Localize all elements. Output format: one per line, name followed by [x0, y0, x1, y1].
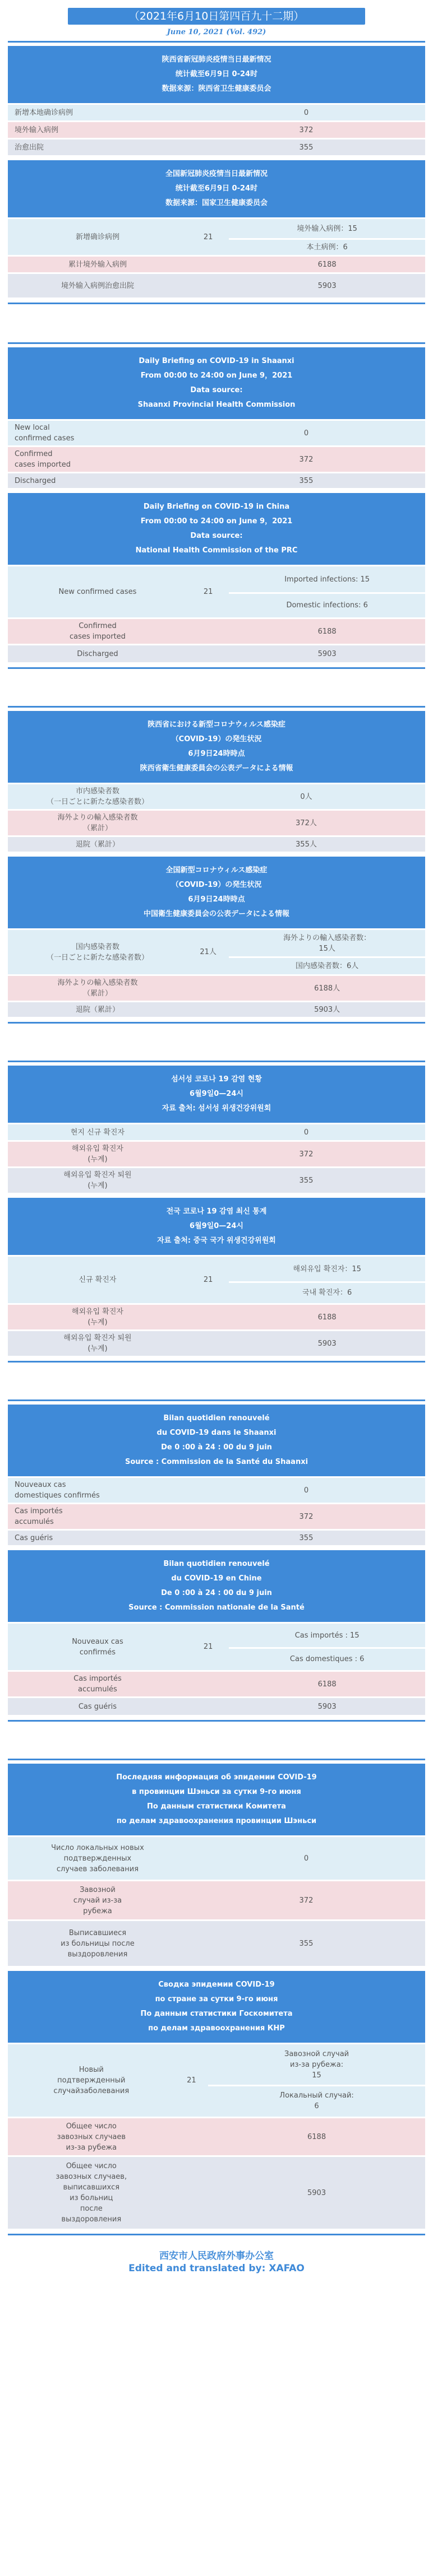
china-header	[8, 493, 425, 565]
issue-badge: （2021年6月10日第四百九十二期）	[68, 8, 365, 25]
table-row	[8, 2118, 425, 2155]
table-row	[8, 1504, 425, 1529]
row-label: 海外よりの輸入感染者数 （累計）	[8, 976, 187, 1001]
row-label: Confirmed cases imported	[8, 447, 187, 472]
table-row-new-cases	[8, 2044, 425, 2117]
row-value: 372	[187, 1881, 425, 1919]
shaanxi-table	[8, 783, 425, 853]
china-section-en	[8, 493, 425, 664]
table-row	[8, 1305, 425, 1329]
china-section-ko	[8, 1198, 425, 1357]
imported-cases: 境外输入病例：15	[297, 224, 357, 233]
row-value: 6188	[229, 257, 425, 272]
table-row	[8, 1672, 425, 1696]
header-line: по делам здравоохранения КНР	[148, 2024, 285, 2033]
row-value: 355	[187, 473, 425, 488]
new-cases-breakdown	[229, 1257, 425, 1303]
footer-office: 西安市人民政府外事办公室	[159, 2250, 274, 2262]
table-row	[8, 811, 425, 835]
table-row-new-cases	[8, 566, 425, 617]
table-row	[8, 784, 425, 809]
row-label: Число локальных новых подтвержденных случаев заболевания	[8, 1837, 187, 1880]
row-value: 6188	[208, 2118, 425, 2155]
header-line: По данным статистики Комитета	[147, 1802, 286, 1811]
row-value: 6188人	[229, 976, 425, 1001]
row-label: 해외유입 확진자 퇴원 (누계)	[8, 1331, 187, 1356]
china-header	[8, 1550, 425, 1622]
footer-credit: Edited and translated by: XAFAO	[128, 2263, 305, 2274]
domestic-cases: 국내 확진자：6	[229, 1281, 425, 1303]
new-cases-label: 国内感染者数 （一日ごとに新たな感染者数）	[8, 930, 187, 974]
table-row	[8, 837, 425, 852]
shaanxi-table	[8, 1476, 425, 1547]
new-cases-total: 21	[187, 1624, 229, 1670]
header-line: From 00:00 to 24:00 on June 9，2021	[140, 371, 293, 380]
report-group-zh	[8, 41, 425, 304]
row-spacer	[187, 645, 229, 662]
header-line: 陕西省新冠肺炎疫情当日最新情况	[162, 55, 271, 64]
table-row-new-cases	[8, 219, 425, 255]
table-row	[8, 1531, 425, 1545]
header-line: 统计截至6月9日 0-24时	[175, 70, 258, 78]
row-label: 境外输入病例治愈出院	[8, 274, 187, 297]
row-label: 현지 신규 확진자	[8, 1124, 187, 1140]
new-cases-label: Новый подтвержденный случайзаболевания	[8, 2044, 175, 2117]
row-label: New local confirmed cases	[8, 421, 187, 445]
row-label: Общее число завозных случаев, выписавшихся из больниц после выздоровления	[8, 2157, 175, 2229]
header-line: 자료 출처: 섬서성 위생건강위원회	[162, 1104, 271, 1113]
shaanxi-table	[8, 1835, 425, 1968]
table-row	[8, 1837, 425, 1880]
shaanxi-table	[8, 103, 425, 157]
row-value: 0人	[187, 784, 425, 809]
row-label: 境外输入病例	[8, 122, 187, 138]
shaanxi-section-zh	[8, 46, 425, 157]
header-line: Bilan quotidien renouvelé	[163, 1560, 270, 1568]
row-label: 治愈出院	[8, 140, 187, 155]
header-line: Последняя информация об эпидемии COVID-19	[116, 1773, 317, 1782]
imported-cases: 해외유입 확진자：15	[293, 1265, 361, 1273]
shaanxi-section-en	[8, 347, 425, 490]
header-line: （COVID-19）の発生状況	[171, 881, 262, 889]
imported-cases: Завозной случай из-за рубежа: 15	[284, 2050, 349, 2080]
table-row	[8, 976, 425, 1001]
header-line: 统计截至6月9日 0-24时	[175, 184, 258, 193]
section-gap	[0, 669, 433, 706]
domestic-cases: 本土病例：6	[229, 238, 425, 255]
row-value: 5903	[208, 2157, 425, 2229]
header-line: по делам здравоохранения провинции Шэньси	[116, 1817, 317, 1825]
header-line: 자료 출처: 중국 국가 위생건강위원회	[157, 1236, 276, 1245]
table-row	[8, 1002, 425, 1017]
row-label: 退院（累計）	[8, 1002, 187, 1017]
header-line: National Health Commission of the PRC	[135, 546, 298, 555]
row-value: 6188	[229, 1305, 425, 1329]
row-spacer	[187, 976, 229, 1001]
row-spacer	[187, 1698, 229, 1715]
row-label: 해외유입 확진자 (누계)	[8, 1305, 187, 1329]
row-value: 372	[187, 447, 425, 472]
china-table	[8, 2043, 425, 2230]
row-label: Cas guéris	[8, 1698, 187, 1715]
table-row	[8, 1331, 425, 1356]
issue-date: June 10, 2021 (Vol. 492)	[167, 28, 266, 36]
imported-cases: Cas importés : 15	[294, 1631, 360, 1640]
header-line: По данным статистики Госкомитета	[140, 2010, 293, 2018]
row-value: 6188	[229, 1672, 425, 1696]
china-header	[8, 857, 425, 928]
row-spacer	[175, 2157, 209, 2229]
row-label: Завозной случай из-за рубежа	[8, 1881, 187, 1919]
header-line: 6月9日24時時点	[188, 750, 245, 758]
row-label: 退院（累計）	[8, 837, 187, 852]
new-cases-total: 21	[187, 219, 229, 255]
shaanxi-section-ru	[8, 1764, 425, 1968]
row-value: 6188	[229, 619, 425, 644]
header-line: Bilan quotidien renouvelé	[163, 1414, 270, 1422]
header-line: Source : Commission de la Santé du Shaanxi	[125, 1458, 308, 1466]
china-section-ja	[8, 857, 425, 1019]
new-cases-label: 신규 확진자	[8, 1257, 187, 1303]
section-gap	[0, 304, 433, 342]
shaanxi-section-ko	[8, 1066, 425, 1194]
row-label: 市内感染者数 （一日ごとに新たな感染者数）	[8, 784, 187, 809]
domestic-cases: Cas domestiques : 6	[229, 1647, 425, 1670]
table-row	[8, 274, 425, 297]
row-value: 372人	[187, 811, 425, 835]
shaanxi-header	[8, 1764, 425, 1835]
table-row	[8, 2157, 425, 2229]
header-line: Сводка эпидемии COVID-19	[158, 1980, 275, 1989]
header-line: 中国衛生健康委員会の公表データによる情報	[143, 910, 289, 918]
china-table	[8, 928, 425, 1019]
new-cases-label: 新增确诊病例	[8, 219, 187, 255]
header-line: 6月9日24時時点	[188, 895, 245, 904]
header-line: 数据来源：陕西省卫生健康委员会	[162, 85, 271, 93]
table-row	[8, 619, 425, 644]
table-row	[8, 1168, 425, 1193]
row-value: 5903	[229, 645, 425, 662]
new-cases-total: 21	[187, 566, 229, 617]
row-value: 5903	[229, 1698, 425, 1715]
china-table	[8, 1255, 425, 1357]
table-row	[8, 122, 425, 138]
header-line: Data source:	[190, 386, 243, 394]
row-value: 0	[187, 421, 425, 445]
row-value: 5903人	[229, 1002, 425, 1017]
row-spacer	[187, 1672, 229, 1696]
shaanxi-section-fr	[8, 1405, 425, 1547]
row-spacer	[187, 619, 229, 644]
row-label: 해외유입 확진자 (누계)	[8, 1142, 187, 1166]
header-line: 전국 코로나 19 감염 최신 통계	[166, 1207, 267, 1216]
shaanxi-header	[8, 46, 425, 103]
table-row	[8, 1881, 425, 1919]
row-spacer	[187, 1305, 229, 1329]
new-cases-breakdown	[208, 2044, 425, 2117]
new-cases-total: 21	[175, 2044, 209, 2117]
row-value: 5903	[229, 1331, 425, 1356]
row-label: 累计境外输入病例	[8, 257, 187, 272]
china-header	[8, 1198, 425, 1255]
header-line: 陝西省衛生健康委員会の公表データによる情報	[140, 764, 293, 773]
report-group-en	[8, 342, 425, 669]
section-gap	[0, 1722, 433, 1759]
row-label: 海外よりの輸入感染者数 （累計）	[8, 811, 187, 835]
header-line: Source : Commission nationale de la Santé	[128, 1603, 305, 1612]
row-value: 0	[187, 1837, 425, 1880]
imported-cases: 海外よりの輸入感染者数： 15人	[283, 933, 371, 953]
row-value: 355人	[187, 837, 425, 852]
new-cases-breakdown	[229, 1624, 425, 1670]
header-line: 섬서성 코로나 19 감염 현황	[171, 1075, 262, 1084]
header-line: 陝西省における新型コロナウィルス感染症	[148, 720, 285, 729]
new-cases-total: 21人	[187, 930, 229, 974]
table-row	[8, 257, 425, 272]
section-gap	[0, 1363, 433, 1399]
china-table	[8, 565, 425, 664]
table-row	[8, 1124, 425, 1140]
row-value: 355	[187, 1921, 425, 1966]
domestic-cases: Domestic infections: 6	[229, 592, 425, 617]
table-row	[8, 105, 425, 120]
new-cases-label: New confirmed cases	[8, 566, 187, 617]
table-row	[8, 645, 425, 662]
header-line: De 0 :00 à 24 : 00 du 9 juin	[161, 1589, 272, 1597]
header-line: 6월9일0—24시	[190, 1222, 243, 1230]
row-spacer	[187, 1002, 229, 1017]
row-value: 0	[187, 105, 425, 120]
table-row	[8, 1478, 425, 1503]
row-label: 해외유입 확진자 퇴원 (누계)	[8, 1168, 187, 1193]
domestic-cases: Локальный случай: 6	[208, 2085, 425, 2116]
header-line: Daily Briefing on COVID-19 in China	[143, 503, 290, 511]
header-line: в провинции Шэньси за сутки 9-го июня	[132, 1788, 301, 1796]
row-label: Nouveaux cas domestiques confirmés	[8, 1478, 187, 1503]
row-value: 355	[187, 1168, 425, 1193]
row-label: Cas guéris	[8, 1531, 187, 1545]
header-line: （COVID-19）の発生状況	[171, 735, 262, 743]
china-header	[8, 1971, 425, 2043]
row-value: 355	[187, 1531, 425, 1545]
new-cases-total: 21	[187, 1257, 229, 1303]
china-table	[8, 217, 425, 299]
header-line: 数据来源：国家卫生健康委员会	[165, 199, 268, 207]
row-value: 372	[187, 1142, 425, 1166]
header-line: Daily Briefing on COVID-19 in Shaanxi	[139, 357, 294, 365]
table-row	[8, 473, 425, 488]
header-line: 全国新型コロナウィルス感染症	[165, 866, 268, 875]
table-row	[8, 447, 425, 472]
row-label: Cas importés accumulés	[8, 1504, 187, 1529]
table-row	[8, 421, 425, 445]
report-group-ru	[8, 1759, 425, 2235]
row-value: 355	[187, 140, 425, 155]
new-cases-breakdown	[229, 930, 425, 974]
report-group-ja	[8, 706, 425, 1024]
table-row	[8, 1921, 425, 1966]
shaanxi-section-ja	[8, 711, 425, 853]
row-label: Discharged	[8, 645, 187, 662]
header-line: 全国新冠肺炎疫情当日最新情况	[165, 170, 268, 178]
row-label: Общее число завозных случаев из-за рубежа	[8, 2118, 175, 2155]
new-cases-breakdown	[229, 219, 425, 255]
header-line: по стране за сутки 9-го июня	[155, 1995, 278, 2003]
header-line: De 0 :00 à 24 : 00 du 9 juin	[161, 1443, 272, 1452]
section-gap	[0, 1024, 433, 1061]
row-label: Cas importés accumulés	[8, 1672, 187, 1696]
row-spacer	[187, 257, 229, 272]
imported-cases: Imported infections: 15	[284, 575, 370, 584]
header-line: Data source:	[190, 532, 243, 540]
table-row	[8, 140, 425, 155]
report-group-fr	[8, 1399, 425, 1722]
new-cases-breakdown	[229, 566, 425, 617]
china-section-zh	[8, 160, 425, 299]
shaanxi-header	[8, 347, 425, 419]
row-value: 372	[187, 1504, 425, 1529]
table-row-new-cases	[8, 930, 425, 974]
header-line: du COVID-19 dans le Shaanxi	[156, 1429, 277, 1437]
row-value: 0	[187, 1478, 425, 1503]
report-groups	[0, 41, 433, 2235]
header-line: 6월9일0—24시	[190, 1090, 243, 1098]
row-value: 5903	[229, 274, 425, 297]
china-table	[8, 1622, 425, 1717]
footer	[0, 2250, 433, 2275]
report-group-ko	[8, 1061, 425, 1363]
row-value: 372	[187, 122, 425, 138]
header-line: Shaanxi Provincial Health Commission	[137, 401, 296, 409]
row-value: 0	[187, 1124, 425, 1140]
shaanxi-header	[8, 711, 425, 783]
row-spacer	[187, 274, 229, 297]
china-header	[8, 160, 425, 217]
row-spacer	[175, 2118, 209, 2155]
new-cases-label: Nouveaux cas confirmés	[8, 1624, 187, 1670]
header-line: From 00:00 to 24:00 on June 9，2021	[140, 517, 293, 526]
china-section-fr	[8, 1550, 425, 1717]
row-spacer	[187, 1331, 229, 1356]
table-row	[8, 1698, 425, 1715]
table-row	[8, 1142, 425, 1166]
row-label: Discharged	[8, 473, 187, 488]
shaanxi-table	[8, 1123, 425, 1194]
domestic-cases: 国内感染者数：6人	[229, 956, 425, 974]
row-label: Confirmed cases imported	[8, 619, 187, 644]
table-row-new-cases	[8, 1624, 425, 1670]
shaanxi-table	[8, 419, 425, 490]
row-label: Выписавшиеся из больницы после выздоровления	[8, 1921, 187, 1966]
china-section-ru	[8, 1971, 425, 2230]
row-label: 新增本地确诊病例	[8, 105, 187, 120]
table-row-new-cases	[8, 1257, 425, 1303]
header-line: du COVID-19 en Chine	[171, 1574, 262, 1583]
shaanxi-header	[8, 1066, 425, 1123]
shaanxi-header	[8, 1405, 425, 1476]
